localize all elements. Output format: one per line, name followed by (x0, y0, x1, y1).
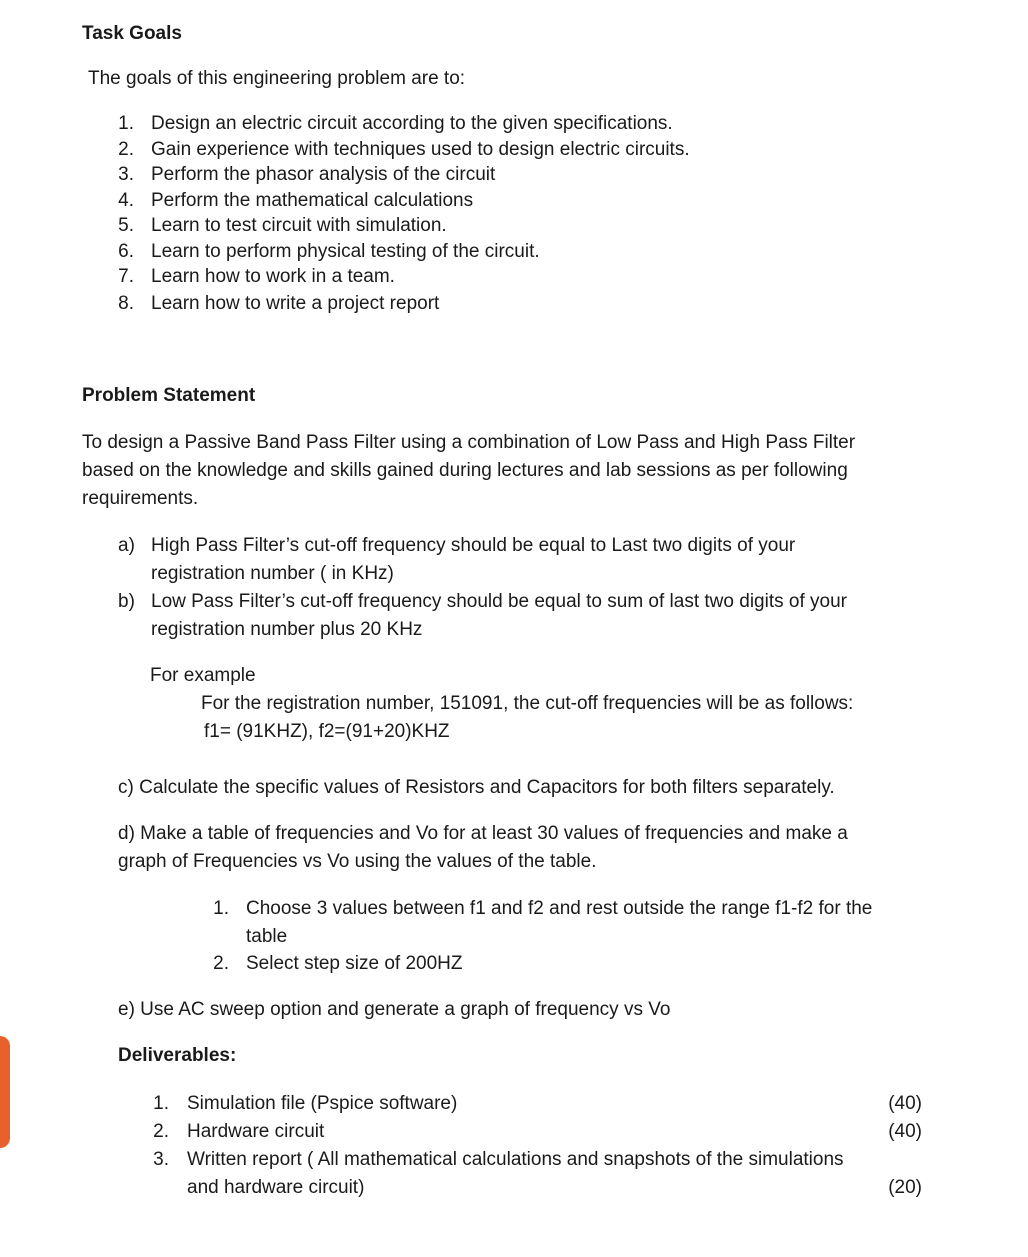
deliverable-line: Written report ( All mathematical calculations and snapshots of the simulations (187, 1149, 844, 1170)
sub-item-line: table (246, 926, 288, 947)
sub-item-number: 1. (213, 898, 229, 919)
requirement-b-line: Low Pass Filter’s cut-off frequency should be equal to sum of last two digits of your (151, 591, 847, 612)
side-tab[interactable] (0, 1036, 10, 1148)
sub-item-line: Select step size of 200HZ (246, 953, 463, 974)
list-item-number: 2. (118, 139, 134, 160)
list-item-number: 3. (118, 164, 134, 185)
requirement-a-line: High Pass Filter’s cut-off frequency should be equal to Last two digits of your (151, 535, 796, 556)
sub-item-number: 2. (213, 953, 229, 974)
deliverable-number: 2. (153, 1121, 169, 1142)
list-item: Learn to test circuit with simulation. (151, 215, 447, 236)
list-item-number: 8. (118, 293, 134, 314)
requirement-e: e) Use AC sweep option and generate a graph of frequency vs Vo (118, 999, 671, 1020)
list-item-number: 5. (118, 215, 134, 236)
list-item-number: 1. (118, 113, 134, 134)
requirement-d-line: graph of Frequencies vs Vo using the values of the table. (118, 851, 597, 872)
list-item: Perform the phasor analysis of the circuit (151, 164, 496, 185)
deliverable-number: 1. (153, 1093, 169, 1114)
task-goals-intro: The goals of this engineering problem are to: (88, 68, 466, 89)
list-item: Gain experience with techniques used to design electric circuits. (151, 139, 690, 160)
task-goals-heading: Task Goals (82, 23, 182, 44)
problem-paragraph-line: based on the knowledge and skills gained during lectures and lab sessions as per following (82, 460, 848, 481)
requirement-c: c) Calculate the specific values of Resistors and Capacitors for both filters separately. (118, 777, 835, 798)
list-item-number: 4. (118, 190, 134, 211)
deliverable-points: (20) (888, 1177, 922, 1198)
requirement-b-line: registration number plus 20 KHz (151, 619, 423, 640)
list-item: Learn how to write a project report (151, 293, 440, 314)
deliverable-line: Hardware circuit (187, 1121, 325, 1142)
deliverable-points: (40) (888, 1093, 922, 1114)
example-label: For example (150, 665, 256, 686)
deliverable-number: 3. (153, 1149, 169, 1170)
example-line: For the registration number, 151091, the cut-off frequencies will be as follows: (201, 693, 854, 714)
problem-paragraph-line: requirements. (82, 488, 199, 509)
list-item-number: 7. (118, 266, 134, 287)
list-item: Design an electric circuit according to the given specifications. (151, 113, 673, 134)
list-item: Learn to perform physical testing of the circuit. (151, 241, 540, 262)
problem-paragraph-line: To design a Passive Band Pass Filter using a combination of Low Pass and High Pass Filter (82, 432, 856, 453)
example-line: f1= (91KHZ), f2=(91+20)KHZ (204, 721, 450, 742)
deliverable-points: (40) (888, 1121, 922, 1142)
problem-statement-heading: Problem Statement (82, 385, 256, 406)
requirement-a-label: a) (118, 535, 135, 556)
requirement-b-label: b) (118, 591, 135, 612)
list-item: Perform the mathematical calculations (151, 190, 474, 211)
deliverables-heading: Deliverables: (118, 1045, 237, 1066)
requirement-d-line: d) Make a table of frequencies and Vo for at least 30 values of frequencies and make a (118, 823, 848, 844)
sub-item-line: Choose 3 values between f1 and f2 and rest outside the range f1-f2 for the (246, 898, 873, 919)
deliverable-line: Simulation file (Pspice software) (187, 1093, 458, 1114)
deliverable-line: and hardware circuit) (187, 1177, 365, 1198)
list-item: Learn how to work in a team. (151, 266, 395, 287)
requirement-a-line: registration number ( in KHz) (151, 563, 394, 584)
list-item-number: 6. (118, 241, 134, 262)
